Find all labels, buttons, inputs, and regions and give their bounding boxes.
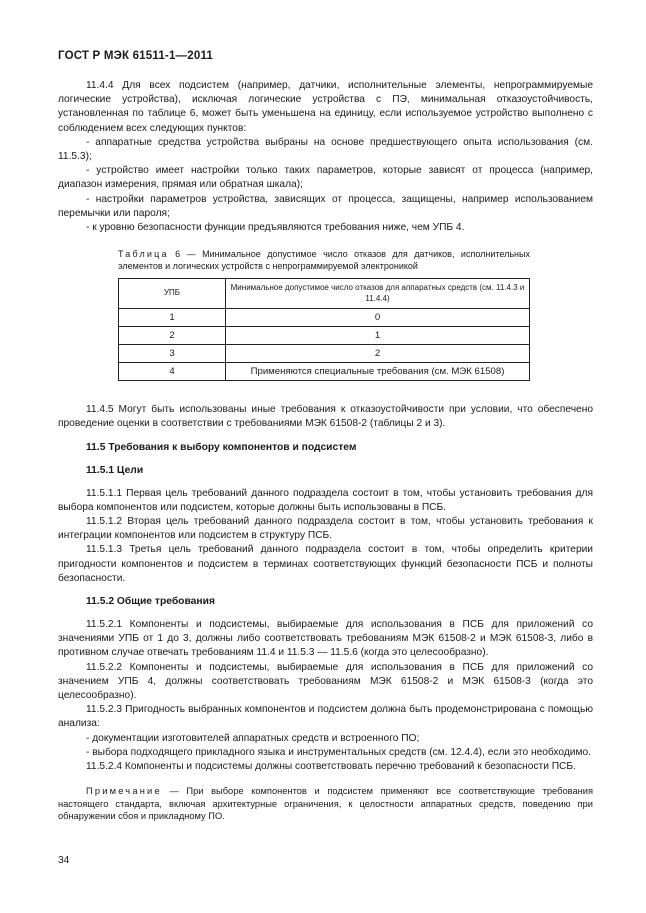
document-header: ГОСТ Р МЭК 61511-1—2011 — [58, 50, 214, 62]
table-header-row — [119, 279, 530, 309]
note-label: Примечание — [86, 786, 162, 797]
heading-11-5-1: 11.5.1 Цели — [86, 464, 144, 476]
paragraph-11-5-1-2: 11.5.1.2 Вторая цель требований данного подраздела состоит в том, чтобы установить требования к интеграции компонентов или подсистем в структуру ПСБ. — [58, 516, 593, 542]
paragraph-11-5-2-4: 11.5.2.4 Компоненты и подсистемы должны соответствовать перечню требований к безопасности ПСБ. — [86, 761, 576, 773]
paragraph-11-4-4: 11.4.4 Для всех подсистем (например, датчики, исполнительные элементы, непрограммируемые логические устройства), исключая логические устройства с ПЭ, минимальная отказоустойчивость, установленная по таблице 6, может быть уменьшена на единицу, если используемое устройство выполнено с соблюдением всех следующих пунктов: — [58, 80, 593, 134]
table-cell-value: 2 — [226, 345, 530, 363]
table-cell-value: 1 — [226, 327, 530, 345]
table-caption-text: 6 — Минимальное допустимое число отказов для датчиков, исполнительных элементов и логических устройств с непрограммируемой электроникой — [118, 249, 530, 271]
table-cell-sil: 2 — [119, 327, 226, 345]
table-row — [119, 309, 530, 327]
table-row — [119, 363, 530, 381]
list-item: - настройки параметров устройства, зависящих от процесса, защищены, например использованием перемычки или пароля; — [58, 193, 593, 219]
paragraph-11-5-2-3: 11.5.2.3 Пригодность выбранных компонентов и подсистем должна быть продемонстрирована с помощью анализа: — [58, 704, 593, 730]
list-item: - аппаратные средства устройства выбраны на основе предшествующего опыта использования (см. 11.5.3); — [58, 136, 593, 163]
table-caption — [118, 249, 530, 272]
table-grid — [118, 278, 530, 381]
heading-11-5: 11.5 Требования к выбору компонентов и подсистем — [86, 441, 357, 453]
table-row — [119, 327, 530, 345]
paragraph-11-5-2-2: 11.5.2.2 Компоненты и подсистемы, выбираемые для использования в ПСБ для приложений со значением УПБ 4, должны соответствовать требованиям МЭК 61508-2 и МЭК 61508-3 (когда это целесообразно). — [58, 661, 593, 702]
table-cell-sil: 4 — [119, 363, 226, 381]
paragraph-11-5-1-1: 11.5.1.1 Первая цель требований данного подраздела состоит в том, чтобы установить требования для выбора компонентов или подсистем, которые должны быть использованы в ПСБ. — [58, 487, 593, 513]
note — [58, 785, 593, 823]
paragraph-11-5-2-1: 11.5.2.1 Компоненты и подсистемы, выбираемые для использования в ПСБ для приложений со значениями УПБ от 1 до 3, должны либо соответствовать требованиям МЭК 61508-2 и МЭК 61508-3, либо в противном случае отвечать требованиям 11.4 и 11.5.3 — 11.5.6 (когда это целесообразно). — [58, 619, 593, 659]
list-item: - документации изготовителей аппаратных средств и встроенного ПО; — [86, 732, 420, 744]
table-6 — [118, 249, 530, 381]
note-text: — При выборе компонентов и подсистем применяют все соответствующие требования настоящего стандарта, включая архитектурные ограничения, к целостности аппаратных средств, поведению при обнаружении сбоя и прикладному ПО. — [58, 786, 593, 822]
table-row — [119, 345, 530, 363]
paragraph-11-5-1-3: 11.5.1.3 Третья цель требований данного подраздела состоит в том, чтобы определить критерии пригодности компонентов и подсистем в терминах соответствующих функций безопасности ПСБ и полноты безопасности. — [58, 544, 593, 584]
list-item: - устройство имеет настройки только таких параметров, которые зависят от процесса (например, диапазон измерения, прямая или обратная шкала); — [58, 165, 593, 191]
table-cell-value: Применяются специальные требования (см. МЭК 61508) — [226, 363, 530, 381]
list-item: - выбора подходящего прикладного языка и инструментальных средств (см. 12.4.4), если это необходимо. — [86, 746, 591, 758]
heading-11-5-2: 11.5.2 Общие требования — [86, 596, 215, 608]
table-cell-sil: 3 — [119, 345, 226, 363]
table-caption-label: Таблица — [118, 249, 169, 260]
table-header-fault-tolerance: Минимальное допустимое число отказов для аппаратных средств (см. 11.4.3 и 11.4.4) — [226, 279, 530, 309]
list-item: - к уровню безопасности функции предъявляются требования ниже, чем УПБ 4. — [86, 222, 465, 234]
document-body — [58, 79, 593, 823]
page-number: 34 — [58, 855, 70, 866]
table-header-sil: УПБ — [119, 279, 226, 309]
paragraph-11-4-5: 11.4.5 Могут быть использованы иные требования к отказоустойчивости при условии, что обеспечено проведение оценки в соответствии с требованиями МЭК 61508-2 (таблицы 2 и 3). — [58, 404, 593, 430]
table-cell-value: 0 — [226, 309, 530, 327]
table-cell-sil: 1 — [119, 309, 226, 327]
